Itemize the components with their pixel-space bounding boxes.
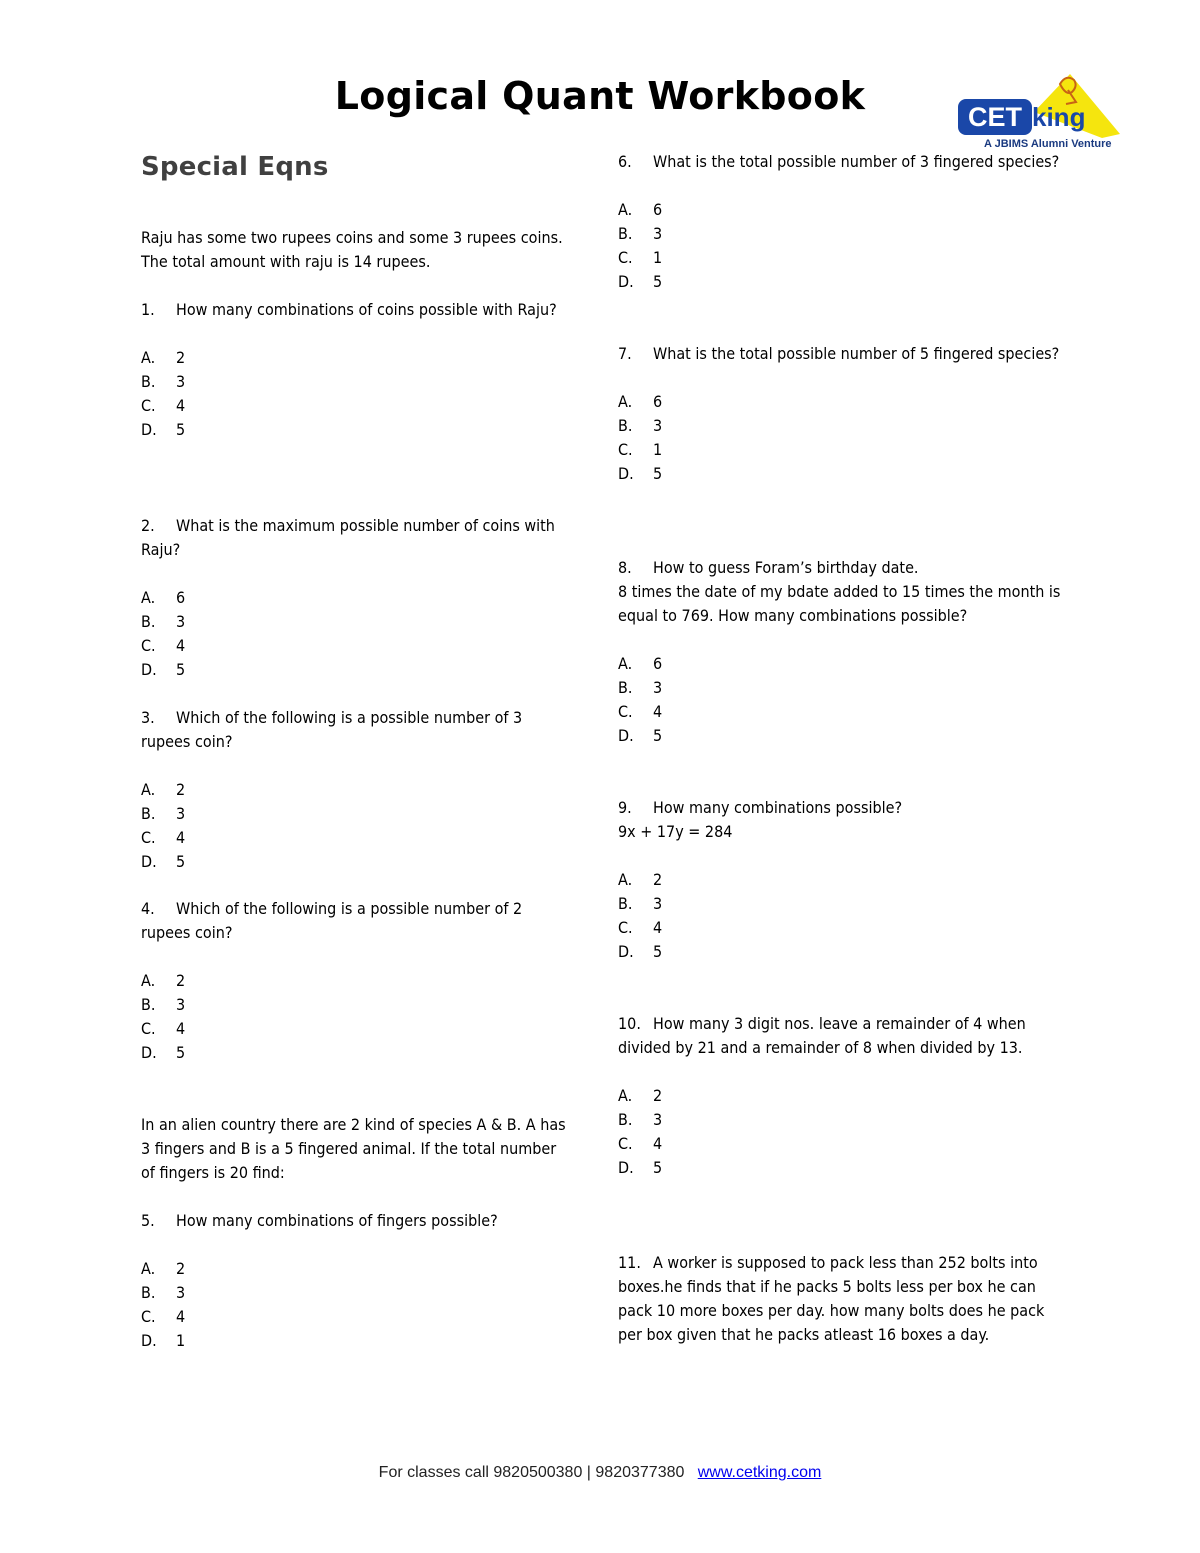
option-c: C. 4 (141, 1307, 186, 1326)
page-footer (0, 1464, 1200, 1482)
question-11 (618, 1251, 1063, 1347)
logo-king-text: king (1032, 102, 1086, 132)
option-d: D. 5 (141, 1043, 186, 1062)
question-number: 3. (141, 708, 155, 727)
option-d: D. 5 (141, 660, 186, 679)
option-list (618, 390, 1063, 486)
option-list (618, 868, 1063, 964)
option-c: C. 4 (618, 702, 663, 721)
question-6 (618, 150, 1063, 294)
option-list (141, 586, 571, 682)
option-c: C. 4 (141, 636, 186, 655)
option-c: C. 4 (141, 828, 186, 847)
question-text: How many combinations possible? (653, 798, 903, 817)
intro-text: Raju has some two rupees coins and some 3 rupees coins. The total amount with raju is 14 rupees. (141, 228, 563, 271)
option-list (141, 969, 571, 1065)
option-list (618, 1084, 1063, 1180)
option-c: C. 4 (141, 1019, 186, 1038)
option-a: A. 6 (618, 200, 663, 219)
option-a: A. 2 (141, 1259, 186, 1278)
option-d: D. 5 (141, 852, 186, 871)
question-number: 1. (141, 300, 155, 319)
logo-tagline: A JBIMS Alumni Venture (984, 138, 1112, 150)
option-a: A. 2 (141, 348, 186, 367)
question-4 (141, 897, 571, 1065)
website-link[interactable]: www.cetking.com (697, 1464, 822, 1481)
option-b: B. 3 (141, 1283, 186, 1302)
option-b: B. 3 (141, 612, 186, 631)
option-list (141, 346, 571, 442)
option-a: A. 6 (618, 654, 663, 673)
option-b: B. 3 (618, 224, 663, 243)
option-b: B. 3 (618, 1110, 663, 1129)
option-d: D. 1 (141, 1331, 186, 1350)
section-title: Special Eqns (141, 152, 329, 182)
question-equation: 9x + 17y = 284 (618, 822, 733, 841)
question-text: What is the maximum possible number of coins with Raju? (141, 516, 555, 559)
cetking-logo (952, 72, 1122, 154)
option-c: C. 1 (618, 440, 663, 459)
intro-text: In an alien country there are 2 kind of species A & B. A has 3 fingers and B is a 5 fingered animal. If the total number of fingers is 20 find: (141, 1115, 566, 1182)
option-c: C. 4 (618, 918, 663, 937)
option-list (141, 778, 571, 874)
option-list (618, 652, 1063, 748)
question-text: A worker is supposed to pack less than 252 bolts into boxes.he finds that if he packs 5 bolts less per box he can pack 10 more boxes per day. how many bolts does he pack per box given that he packs atleast 16 boxes a day. (618, 1253, 1045, 1344)
question-2 (141, 514, 571, 682)
question-text: How to guess Foram’s birthday date. (653, 558, 919, 577)
option-b: B. 3 (618, 416, 663, 435)
question-number: 7. (618, 344, 632, 363)
question-8 (618, 556, 1063, 748)
question-text: Which of the following is a possible number of 2 rupees coin? (141, 899, 523, 942)
question-number: 10. (618, 1014, 641, 1033)
option-d: D. 5 (618, 726, 663, 745)
option-b: B. 3 (141, 372, 186, 391)
question-number: 2. (141, 516, 155, 535)
question-text: How many combinations of fingers possible? (176, 1211, 498, 1230)
question-number: 11. (618, 1253, 641, 1272)
option-d: D. 5 (618, 942, 663, 961)
option-a: A. 2 (618, 870, 663, 889)
option-b: B. 3 (618, 894, 663, 913)
question-5 (141, 1209, 571, 1353)
option-d: D. 5 (618, 272, 663, 291)
question-1 (141, 298, 571, 442)
question-number: 5. (141, 1211, 155, 1230)
page-title: Logical Quant Workbook (334, 74, 866, 118)
question-7 (618, 342, 1063, 486)
footer-contact: For classes call 9820500380 | 9820377380 (378, 1464, 685, 1481)
question-10 (618, 1012, 1063, 1180)
question-number: 6. (618, 152, 632, 171)
question-3 (141, 706, 571, 874)
intro-species (141, 1113, 571, 1185)
question-9 (618, 796, 1063, 964)
option-d: D. 5 (618, 1158, 663, 1177)
question-text: What is the total possible number of 5 fingered species? (653, 344, 1060, 363)
question-text: How many combinations of coins possible with Raju? (176, 300, 557, 319)
option-b: B. 3 (141, 804, 186, 823)
question-text: What is the total possible number of 3 fingered species? (653, 152, 1060, 171)
question-number: 9. (618, 798, 632, 817)
intro-coins (141, 226, 571, 274)
question-text: How many 3 digit nos. leave a remainder of 4 when divided by 21 and a remainder of 8 when divided by 13. (618, 1014, 1026, 1057)
option-c: C. 4 (141, 396, 186, 415)
option-b: B. 3 (141, 995, 186, 1014)
question-number: 8. (618, 558, 632, 577)
option-d: D. 5 (618, 464, 663, 483)
option-c: C. 4 (618, 1134, 663, 1153)
question-detail: 8 times the date of my bdate added to 15 times the month is equal to 769. How many combinations possible? (618, 582, 1061, 625)
option-list (141, 1257, 571, 1353)
option-c: C. 1 (618, 248, 663, 267)
option-d: D. 5 (141, 420, 186, 439)
option-a: A. 2 (141, 971, 186, 990)
question-number: 4. (141, 899, 155, 918)
option-b: B. 3 (618, 678, 663, 697)
option-a: A. 6 (618, 392, 663, 411)
option-list (618, 198, 1063, 294)
logo-cet-text: CET (958, 99, 1032, 135)
option-a: A. 6 (141, 588, 186, 607)
option-a: A. 2 (618, 1086, 663, 1105)
option-a: A. 2 (141, 780, 186, 799)
question-text: Which of the following is a possible number of 3 rupees coin? (141, 708, 523, 751)
